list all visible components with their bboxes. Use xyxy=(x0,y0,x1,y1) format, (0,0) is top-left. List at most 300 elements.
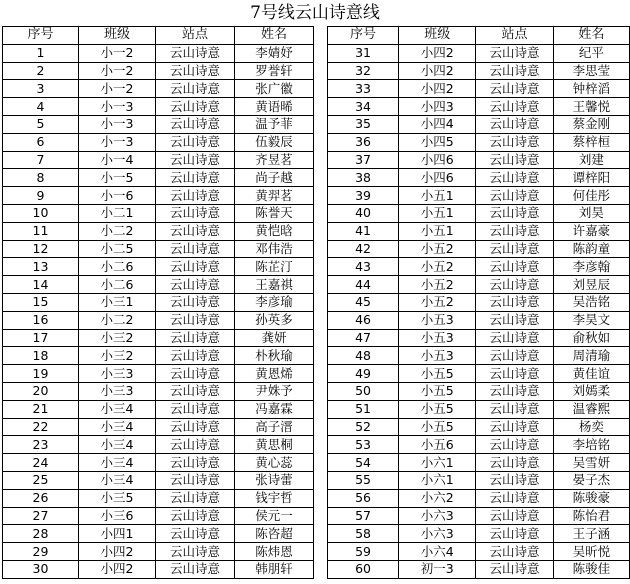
table-row xyxy=(328,489,630,507)
cell-index: 41 xyxy=(328,222,399,240)
cell-name: 李思莹 xyxy=(553,62,629,80)
cell-index: 47 xyxy=(328,329,399,347)
table-row xyxy=(3,293,314,311)
cell-name: 韩朋轩 xyxy=(235,560,314,578)
cell-name: 陈咨超 xyxy=(235,525,314,543)
cell-index: 43 xyxy=(328,258,399,276)
cell-index: 51 xyxy=(328,400,399,418)
cell-station: 云山诗意 xyxy=(476,454,553,472)
cell-class: 小五1 xyxy=(399,222,476,240)
table-row xyxy=(328,187,630,205)
cell-index: 14 xyxy=(3,276,79,294)
cell-station: 云山诗意 xyxy=(156,489,235,507)
table-row xyxy=(3,98,314,116)
cell-index: 35 xyxy=(328,115,399,133)
cell-station: 云山诗意 xyxy=(476,560,553,578)
cell-class: 小五5 xyxy=(399,400,476,418)
cell-name: 尚子越 xyxy=(235,169,314,187)
cell-index: 34 xyxy=(328,98,399,116)
table-row xyxy=(3,311,314,329)
cell-index: 8 xyxy=(3,169,79,187)
cell-class: 小二6 xyxy=(79,258,156,276)
cell-name: 黄语晞 xyxy=(235,98,314,116)
header-row xyxy=(3,27,314,45)
cell-name: 纪平 xyxy=(553,44,629,62)
cell-class: 小三5 xyxy=(79,489,156,507)
cell-index: 10 xyxy=(3,204,79,222)
cell-index: 60 xyxy=(328,560,399,578)
table-row xyxy=(328,400,630,418)
cell-station: 云山诗意 xyxy=(156,151,235,169)
cell-index: 7 xyxy=(3,151,79,169)
cell-station: 云山诗意 xyxy=(156,471,235,489)
cell-name: 黄思桐 xyxy=(235,436,314,454)
cell-index: 2 xyxy=(3,62,79,80)
cell-class: 小一4 xyxy=(79,151,156,169)
cell-index: 40 xyxy=(328,204,399,222)
cell-station: 云山诗意 xyxy=(156,454,235,472)
cell-class: 小五1 xyxy=(399,204,476,222)
table-row xyxy=(328,365,630,383)
cell-class: 小一3 xyxy=(79,115,156,133)
cell-class: 小二2 xyxy=(79,222,156,240)
cell-class: 小三2 xyxy=(79,347,156,365)
cell-station: 云山诗意 xyxy=(476,222,553,240)
cell-class: 小三6 xyxy=(79,507,156,525)
cell-class: 小四2 xyxy=(79,560,156,578)
cell-station: 云山诗意 xyxy=(476,365,553,383)
table-row xyxy=(3,418,314,436)
table-row xyxy=(3,133,314,151)
cell-station: 云山诗意 xyxy=(156,400,235,418)
cell-class: 小五2 xyxy=(399,276,476,294)
cell-station: 云山诗意 xyxy=(476,133,553,151)
cell-name: 谭梓阳 xyxy=(553,169,629,187)
cell-name: 王子涵 xyxy=(553,525,629,543)
cell-class: 小三1 xyxy=(79,293,156,311)
cell-station: 云山诗意 xyxy=(476,44,553,62)
cell-name: 陈骏佳 xyxy=(553,560,629,578)
table-row xyxy=(3,489,314,507)
cell-station: 云山诗意 xyxy=(156,44,235,62)
cell-class: 小一5 xyxy=(79,169,156,187)
header-cell-class: 班级 xyxy=(79,27,156,45)
cell-index: 25 xyxy=(3,471,79,489)
cell-class: 小四2 xyxy=(399,44,476,62)
cell-station: 云山诗意 xyxy=(476,293,553,311)
table-row xyxy=(328,98,630,116)
cell-station: 云山诗意 xyxy=(476,169,553,187)
header-cell-station: 站点 xyxy=(156,27,235,45)
cell-station: 云山诗意 xyxy=(156,311,235,329)
cell-station: 云山诗意 xyxy=(476,418,553,436)
cell-class: 小六3 xyxy=(399,507,476,525)
cell-station: 云山诗意 xyxy=(156,115,235,133)
cell-index: 50 xyxy=(328,382,399,400)
table-row xyxy=(328,436,630,454)
table-row xyxy=(328,258,630,276)
table-row xyxy=(328,44,630,62)
cell-name: 钱宇哲 xyxy=(235,489,314,507)
cell-class: 小四1 xyxy=(79,525,156,543)
cell-name: 陈誉天 xyxy=(235,204,314,222)
cell-class: 小四6 xyxy=(399,151,476,169)
table-row xyxy=(328,151,630,169)
cell-station: 云山诗意 xyxy=(476,115,553,133)
cell-name: 李彦瑜 xyxy=(235,293,314,311)
table-row xyxy=(328,507,630,525)
cell-index: 27 xyxy=(3,507,79,525)
cell-station: 云山诗意 xyxy=(156,258,235,276)
cell-station: 云山诗意 xyxy=(476,311,553,329)
header-cell-name: 姓名 xyxy=(553,27,629,45)
cell-class: 小三3 xyxy=(79,365,156,383)
cell-class: 小三2 xyxy=(79,329,156,347)
cell-index: 45 xyxy=(328,293,399,311)
cell-index: 59 xyxy=(328,543,399,561)
cell-station: 云山诗意 xyxy=(476,400,553,418)
cell-station: 云山诗意 xyxy=(156,347,235,365)
cell-station: 云山诗意 xyxy=(156,382,235,400)
cell-index: 53 xyxy=(328,436,399,454)
cell-name: 黄恩烯 xyxy=(235,365,314,383)
cell-station: 云山诗意 xyxy=(156,293,235,311)
cell-class: 小一2 xyxy=(79,62,156,80)
cell-name: 晏子杰 xyxy=(553,471,629,489)
table-row xyxy=(3,560,314,578)
cell-index: 24 xyxy=(3,454,79,472)
cell-name: 黄羿茗 xyxy=(235,187,314,205)
cell-station: 云山诗意 xyxy=(476,98,553,116)
cell-station: 云山诗意 xyxy=(476,276,553,294)
cell-index: 44 xyxy=(328,276,399,294)
cell-name: 吴昕悦 xyxy=(553,543,629,561)
table-row xyxy=(328,133,630,151)
cell-name: 邓伟浩 xyxy=(235,240,314,258)
table-row xyxy=(3,507,314,525)
cell-name: 陈芷汀 xyxy=(235,258,314,276)
cell-index: 46 xyxy=(328,311,399,329)
table-row xyxy=(3,115,314,133)
cell-station: 云山诗意 xyxy=(476,62,553,80)
table-row xyxy=(3,169,314,187)
cell-index: 5 xyxy=(3,115,79,133)
cell-name: 李彦翰 xyxy=(553,258,629,276)
cell-name: 周清瑜 xyxy=(553,347,629,365)
cell-index: 56 xyxy=(328,489,399,507)
cell-station: 云山诗意 xyxy=(476,204,553,222)
cell-station: 云山诗意 xyxy=(156,525,235,543)
table-row xyxy=(328,240,630,258)
cell-station: 云山诗意 xyxy=(476,489,553,507)
cell-station: 云山诗意 xyxy=(156,436,235,454)
cell-index: 11 xyxy=(3,222,79,240)
cell-station: 云山诗意 xyxy=(156,187,235,205)
cell-class: 小一3 xyxy=(79,133,156,151)
cell-name: 孙英多 xyxy=(235,311,314,329)
page-title: 7号线云山诗意线 xyxy=(250,3,380,23)
table-row xyxy=(3,329,314,347)
cell-name: 李昊文 xyxy=(553,311,629,329)
table-row xyxy=(3,222,314,240)
table-row xyxy=(328,560,630,578)
cell-index: 9 xyxy=(3,187,79,205)
table-row xyxy=(3,240,314,258)
cell-name: 陈怡君 xyxy=(553,507,629,525)
cell-index: 26 xyxy=(3,489,79,507)
cell-name: 龚妍 xyxy=(235,329,314,347)
cell-station: 云山诗意 xyxy=(476,471,553,489)
cell-station: 云山诗意 xyxy=(156,169,235,187)
table-row xyxy=(3,187,314,205)
table-row xyxy=(3,525,314,543)
cell-class: 小三4 xyxy=(79,454,156,472)
cell-class: 小五2 xyxy=(399,258,476,276)
cell-index: 28 xyxy=(3,525,79,543)
cell-name: 陈韵童 xyxy=(553,240,629,258)
cell-station: 云山诗意 xyxy=(476,507,553,525)
cell-class: 小二5 xyxy=(79,240,156,258)
table-row xyxy=(3,276,314,294)
cell-index: 13 xyxy=(3,258,79,276)
cell-class: 小三4 xyxy=(79,471,156,489)
cell-class: 小五5 xyxy=(399,418,476,436)
cell-class: 初一3 xyxy=(399,560,476,578)
cell-station: 云山诗意 xyxy=(476,80,553,98)
cell-index: 36 xyxy=(328,133,399,151)
cell-name: 张诗蕾 xyxy=(235,471,314,489)
cell-index: 42 xyxy=(328,240,399,258)
cell-index: 15 xyxy=(3,293,79,311)
header-cell-index: 序号 xyxy=(328,27,399,45)
table-row xyxy=(3,382,314,400)
header-cell-name: 姓名 xyxy=(235,27,314,45)
cell-class: 小一2 xyxy=(79,80,156,98)
table-row xyxy=(328,382,630,400)
table-row xyxy=(328,454,630,472)
cell-index: 23 xyxy=(3,436,79,454)
cell-station: 云山诗意 xyxy=(476,436,553,454)
table-row xyxy=(3,62,314,80)
cell-name: 吴浩铭 xyxy=(553,293,629,311)
cell-station: 云山诗意 xyxy=(156,365,235,383)
cell-class: 小四5 xyxy=(399,133,476,151)
cell-name: 刘嫣柔 xyxy=(553,382,629,400)
table-row xyxy=(3,204,314,222)
cell-class: 小二1 xyxy=(79,204,156,222)
cell-index: 52 xyxy=(328,418,399,436)
cell-index: 21 xyxy=(3,400,79,418)
cell-index: 18 xyxy=(3,347,79,365)
cell-class: 小一2 xyxy=(79,44,156,62)
cell-class: 小五3 xyxy=(399,311,476,329)
table-row xyxy=(328,62,630,80)
cell-index: 19 xyxy=(3,365,79,383)
cell-class: 小三3 xyxy=(79,382,156,400)
cell-name: 李婧妤 xyxy=(235,44,314,62)
cell-name: 何佳彤 xyxy=(553,187,629,205)
cell-name: 齐昱茗 xyxy=(235,151,314,169)
cell-index: 20 xyxy=(3,382,79,400)
table-row xyxy=(3,400,314,418)
cell-index: 48 xyxy=(328,347,399,365)
cell-station: 云山诗意 xyxy=(476,151,553,169)
cell-station: 云山诗意 xyxy=(476,347,553,365)
cell-class: 小六4 xyxy=(399,543,476,561)
table-row xyxy=(3,436,314,454)
header-row xyxy=(328,27,630,45)
cell-name: 刘昱辰 xyxy=(553,276,629,294)
table-row xyxy=(328,169,630,187)
table-row xyxy=(3,44,314,62)
cell-class: 小五1 xyxy=(399,187,476,205)
table-row xyxy=(328,204,630,222)
cell-index: 30 xyxy=(3,560,79,578)
cell-station: 云山诗意 xyxy=(156,62,235,80)
table-row xyxy=(3,347,314,365)
cell-station: 云山诗意 xyxy=(156,329,235,347)
cell-station: 云山诗意 xyxy=(476,382,553,400)
cell-name: 罗誉轩 xyxy=(235,62,314,80)
table-row xyxy=(3,258,314,276)
table-row xyxy=(328,222,630,240)
cell-name: 温睿熙 xyxy=(553,400,629,418)
cell-class: 小六2 xyxy=(399,489,476,507)
cell-class: 小六1 xyxy=(399,471,476,489)
cell-name: 黄佳谊 xyxy=(553,365,629,383)
cell-index: 31 xyxy=(328,44,399,62)
cell-station: 云山诗意 xyxy=(156,560,235,578)
header-cell-station: 站点 xyxy=(476,27,553,45)
cell-index: 49 xyxy=(328,365,399,383)
cell-name: 尹姝予 xyxy=(235,382,314,400)
cell-class: 小三4 xyxy=(79,436,156,454)
cell-class: 小六3 xyxy=(399,525,476,543)
cell-index: 58 xyxy=(328,525,399,543)
cell-class: 小四4 xyxy=(399,115,476,133)
cell-name: 陈炜恩 xyxy=(235,543,314,561)
cell-index: 17 xyxy=(3,329,79,347)
cell-index: 12 xyxy=(3,240,79,258)
cell-index: 32 xyxy=(328,62,399,80)
cell-station: 云山诗意 xyxy=(156,543,235,561)
table-row xyxy=(3,543,314,561)
cell-station: 云山诗意 xyxy=(156,204,235,222)
roster-table-left xyxy=(2,26,314,579)
cell-class: 小六1 xyxy=(399,454,476,472)
cell-class: 小五6 xyxy=(399,436,476,454)
cell-index: 22 xyxy=(3,418,79,436)
table-row xyxy=(3,365,314,383)
cell-name: 李培铭 xyxy=(553,436,629,454)
cell-index: 33 xyxy=(328,80,399,98)
cell-class: 小三4 xyxy=(79,400,156,418)
cell-class: 小四2 xyxy=(79,543,156,561)
cell-class: 小四6 xyxy=(399,169,476,187)
table-row xyxy=(328,80,630,98)
cell-class: 小五3 xyxy=(399,329,476,347)
cell-station: 云山诗意 xyxy=(476,187,553,205)
table-row xyxy=(3,151,314,169)
table-row xyxy=(3,471,314,489)
cell-class: 小五5 xyxy=(399,382,476,400)
cell-station: 云山诗意 xyxy=(156,80,235,98)
table-row xyxy=(328,311,630,329)
cell-station: 云山诗意 xyxy=(476,258,553,276)
cell-name: 陈骏豪 xyxy=(553,489,629,507)
cell-station: 云山诗意 xyxy=(476,543,553,561)
cell-name: 钟梓滔 xyxy=(553,80,629,98)
table-row xyxy=(328,525,630,543)
cell-class: 小二2 xyxy=(79,311,156,329)
cell-index: 38 xyxy=(328,169,399,187)
cell-index: 39 xyxy=(328,187,399,205)
cell-class: 小五3 xyxy=(399,347,476,365)
cell-index: 6 xyxy=(3,133,79,151)
table-row xyxy=(328,471,630,489)
cell-name: 吴雪妍 xyxy=(553,454,629,472)
cell-name: 许嘉豪 xyxy=(553,222,629,240)
cell-station: 云山诗意 xyxy=(156,418,235,436)
header-cell-class: 班级 xyxy=(399,27,476,45)
cell-station: 云山诗意 xyxy=(156,98,235,116)
cell-index: 54 xyxy=(328,454,399,472)
cell-station: 云山诗意 xyxy=(156,507,235,525)
cell-station: 云山诗意 xyxy=(156,222,235,240)
cell-name: 蔡梓桓 xyxy=(553,133,629,151)
cell-name: 蔡金刚 xyxy=(553,115,629,133)
cell-station: 云山诗意 xyxy=(156,133,235,151)
cell-name: 俞秋如 xyxy=(553,329,629,347)
table-row xyxy=(3,454,314,472)
cell-name: 张广徽 xyxy=(235,80,314,98)
cell-class: 小五2 xyxy=(399,293,476,311)
cell-station: 云山诗意 xyxy=(156,276,235,294)
cell-class: 小一6 xyxy=(79,187,156,205)
cell-index: 57 xyxy=(328,507,399,525)
cell-name: 黄心蕊 xyxy=(235,454,314,472)
cell-class: 小五2 xyxy=(399,240,476,258)
cell-name: 王嘉祺 xyxy=(235,276,314,294)
cell-name: 黄恺晗 xyxy=(235,222,314,240)
cell-class: 小四3 xyxy=(399,98,476,116)
cell-name: 温予菲 xyxy=(235,115,314,133)
cell-station: 云山诗意 xyxy=(476,240,553,258)
cell-name: 伍毅辰 xyxy=(235,133,314,151)
roster-table-right xyxy=(327,26,630,579)
cell-name: 王馨悦 xyxy=(553,98,629,116)
cell-name: 侯元一 xyxy=(235,507,314,525)
table-row xyxy=(328,276,630,294)
cell-class: 小三4 xyxy=(79,418,156,436)
cell-name: 冯嘉霖 xyxy=(235,400,314,418)
cell-class: 小四2 xyxy=(399,80,476,98)
table-row xyxy=(328,418,630,436)
cell-name: 朴秋瑜 xyxy=(235,347,314,365)
cell-index: 4 xyxy=(3,98,79,116)
cell-index: 55 xyxy=(328,471,399,489)
table-row xyxy=(328,347,630,365)
cell-name: 高子溍 xyxy=(235,418,314,436)
cell-name: 刘昊 xyxy=(553,204,629,222)
cell-station: 云山诗意 xyxy=(476,525,553,543)
cell-class: 小二6 xyxy=(79,276,156,294)
table-row xyxy=(328,293,630,311)
table-row xyxy=(328,329,630,347)
cell-index: 1 xyxy=(3,44,79,62)
table-row xyxy=(3,80,314,98)
cell-index: 29 xyxy=(3,543,79,561)
